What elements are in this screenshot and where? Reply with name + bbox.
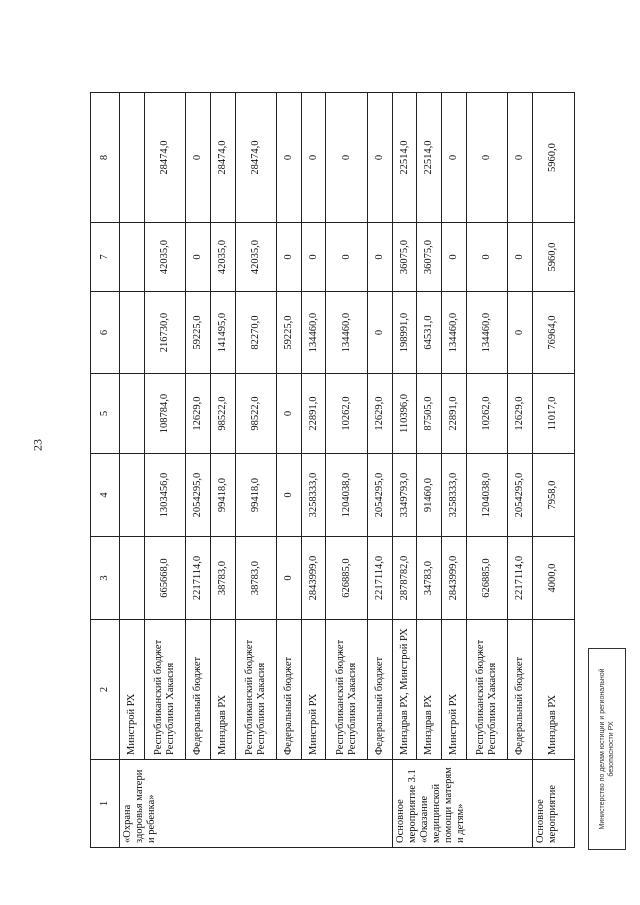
executor-cell: Федеральный бюджет [277, 620, 302, 760]
table-area [90, 93, 575, 848]
executor-cell: Минздрав РХ, Минстрой РХ [392, 620, 417, 760]
value-cell: 134460,0 [326, 292, 368, 374]
value-cell: 108784,0 [144, 374, 186, 454]
value-cell: 76964,0 [532, 292, 574, 374]
value-cell: 626885,0 [326, 537, 368, 620]
value-cell: 2878782,0 [392, 537, 417, 620]
value-cell: 64531,0 [417, 292, 442, 374]
value-cell: 12629,0 [368, 374, 393, 454]
value-cell: 134460,0 [301, 292, 326, 374]
value-cell: 12629,0 [186, 374, 211, 454]
value-cell: 0 [368, 223, 393, 292]
value-cell: 0 [277, 454, 302, 537]
table-row [235, 93, 277, 848]
budget-table [90, 92, 575, 848]
value-cell: 5960,0 [532, 93, 574, 223]
value-cell: 0 [186, 93, 211, 223]
value-cell: 0 [277, 537, 302, 620]
value-cell: 0 [508, 292, 533, 374]
value-cell: 36075,0 [392, 223, 417, 292]
executor-cell: Минздрав РХ [532, 620, 574, 760]
value-cell: 59225,0 [277, 292, 302, 374]
value-cell: 2843999,0 [301, 537, 326, 620]
value-cell: 10262,0 [466, 374, 508, 454]
value-cell: 22891,0 [442, 374, 467, 454]
value-cell: 0 [442, 93, 467, 223]
table-row [210, 93, 235, 848]
value-cell: 91460,0 [417, 454, 442, 537]
column-number: 2 [91, 620, 120, 760]
value-cell: 12629,0 [508, 374, 533, 454]
value-cell: 98522,0 [235, 374, 277, 454]
value-cell: 0 [277, 223, 302, 292]
table-row [326, 93, 368, 848]
executor-cell: Минздрав РХ [417, 620, 442, 760]
executor-cell: Минстрой РХ [301, 620, 326, 760]
value-cell: 42035,0 [235, 223, 277, 292]
column-number: 7 [91, 223, 120, 292]
value-cell: 7958,0 [532, 454, 574, 537]
value-cell: 216730,0 [144, 292, 186, 374]
stamp-text: Министерство по делам юстиции и региональной безопасности РХ [599, 668, 615, 830]
value-cell: 98522,0 [210, 374, 235, 454]
value-cell: 1204038,0 [326, 454, 368, 537]
table-row [392, 93, 417, 848]
value-cell [120, 292, 145, 374]
value-cell: 665668,0 [144, 537, 186, 620]
value-cell: 10262,0 [326, 374, 368, 454]
value-cell: 198991,0 [392, 292, 417, 374]
value-cell: 2843999,0 [442, 537, 467, 620]
table-row [417, 93, 442, 848]
value-cell: 110396,0 [392, 374, 417, 454]
table-row [186, 93, 211, 848]
value-cell: 2054295,0 [368, 454, 393, 537]
table-row [368, 93, 393, 848]
table-row [508, 93, 533, 848]
value-cell: 22891,0 [301, 374, 326, 454]
value-cell: 11017,0 [532, 374, 574, 454]
value-cell: 0 [508, 93, 533, 223]
column-number: 8 [91, 93, 120, 223]
value-cell [120, 93, 145, 223]
table-row [277, 93, 302, 848]
value-cell: 2054295,0 [508, 454, 533, 537]
value-cell: 134460,0 [442, 292, 467, 374]
value-cell: 22514,0 [392, 93, 417, 223]
value-cell: 28474,0 [210, 93, 235, 223]
value-cell: 42035,0 [144, 223, 186, 292]
value-cell: 134460,0 [466, 292, 508, 374]
value-cell: 22514,0 [417, 93, 442, 223]
executor-cell: Минздрав РХ [210, 620, 235, 760]
value-cell: 2217114,0 [508, 537, 533, 620]
value-cell: 59225,0 [186, 292, 211, 374]
value-cell: 87505,0 [417, 374, 442, 454]
header-row [91, 93, 120, 848]
activity-name: «Охрана здоровья матери и ребенка» [120, 760, 393, 848]
column-number: 3 [91, 537, 120, 620]
value-cell: 141495,0 [210, 292, 235, 374]
executor-cell: Федеральный бюджет [368, 620, 393, 760]
value-cell: 0 [186, 223, 211, 292]
value-cell: 0 [508, 223, 533, 292]
value-cell: 3349793,0 [392, 454, 417, 537]
table-row [144, 93, 186, 848]
value-cell: 0 [277, 374, 302, 454]
value-cell: 28474,0 [144, 93, 186, 223]
executor-cell: Минстрой РХ [120, 620, 145, 760]
value-cell: 99418,0 [235, 454, 277, 537]
value-cell: 0 [326, 93, 368, 223]
column-number: 5 [91, 374, 120, 454]
value-cell: 626885,0 [466, 537, 508, 620]
value-cell [120, 537, 145, 620]
value-cell: 2217114,0 [186, 537, 211, 620]
value-cell: 1204038,0 [466, 454, 508, 537]
value-cell: 34783,0 [417, 537, 442, 620]
registration-stamp [588, 648, 626, 850]
value-cell: 0 [368, 292, 393, 374]
value-cell [120, 454, 145, 537]
value-cell: 3258333,0 [301, 454, 326, 537]
value-cell: 0 [326, 223, 368, 292]
table-row [442, 93, 467, 848]
value-cell: 0 [442, 223, 467, 292]
value-cell: 36075,0 [417, 223, 442, 292]
value-cell: 28474,0 [235, 93, 277, 223]
executor-cell: Федеральный бюджет [508, 620, 533, 760]
value-cell: 82270,0 [235, 292, 277, 374]
value-cell: 42035,0 [210, 223, 235, 292]
value-cell: 0 [277, 93, 302, 223]
value-cell: 4000,0 [532, 537, 574, 620]
table-row [301, 93, 326, 848]
value-cell: 2217114,0 [368, 537, 393, 620]
executor-cell: Республиканский бюджет Республики Хакасия [144, 620, 186, 760]
executor-cell: Федеральный бюджет [186, 620, 211, 760]
value-cell: 0 [466, 93, 508, 223]
value-cell [120, 374, 145, 454]
executor-cell: Республиканский бюджет Республики Хакасия [326, 620, 368, 760]
executor-cell: Республиканский бюджет Республики Хакасия [466, 620, 508, 760]
value-cell: 99418,0 [210, 454, 235, 537]
value-cell: 1303456,0 [144, 454, 186, 537]
value-cell: 38783,0 [235, 537, 277, 620]
column-number: 6 [91, 292, 120, 374]
column-number: 1 [91, 760, 120, 848]
column-number: 4 [91, 454, 120, 537]
executor-cell: Минстрой РХ [442, 620, 467, 760]
activity-name: Основное мероприятие [532, 760, 574, 848]
value-cell: 2054295,0 [186, 454, 211, 537]
value-cell: 0 [368, 93, 393, 223]
value-cell: 5960,0 [532, 223, 574, 292]
value-cell: 3258333,0 [442, 454, 467, 537]
value-cell: 0 [466, 223, 508, 292]
table-row [120, 93, 145, 848]
value-cell: 0 [301, 93, 326, 223]
table-row [466, 93, 508, 848]
executor-cell: Республиканский бюджет Республики Хакасия [235, 620, 277, 760]
value-cell: 0 [301, 223, 326, 292]
table-row [532, 93, 574, 848]
activity-name: Основное мероприятие 3.1 «Оказание медицинской помощи матерям и детям» [392, 760, 532, 848]
value-cell: 38783,0 [210, 537, 235, 620]
page-number: 23 [30, 439, 45, 451]
value-cell [120, 223, 145, 292]
